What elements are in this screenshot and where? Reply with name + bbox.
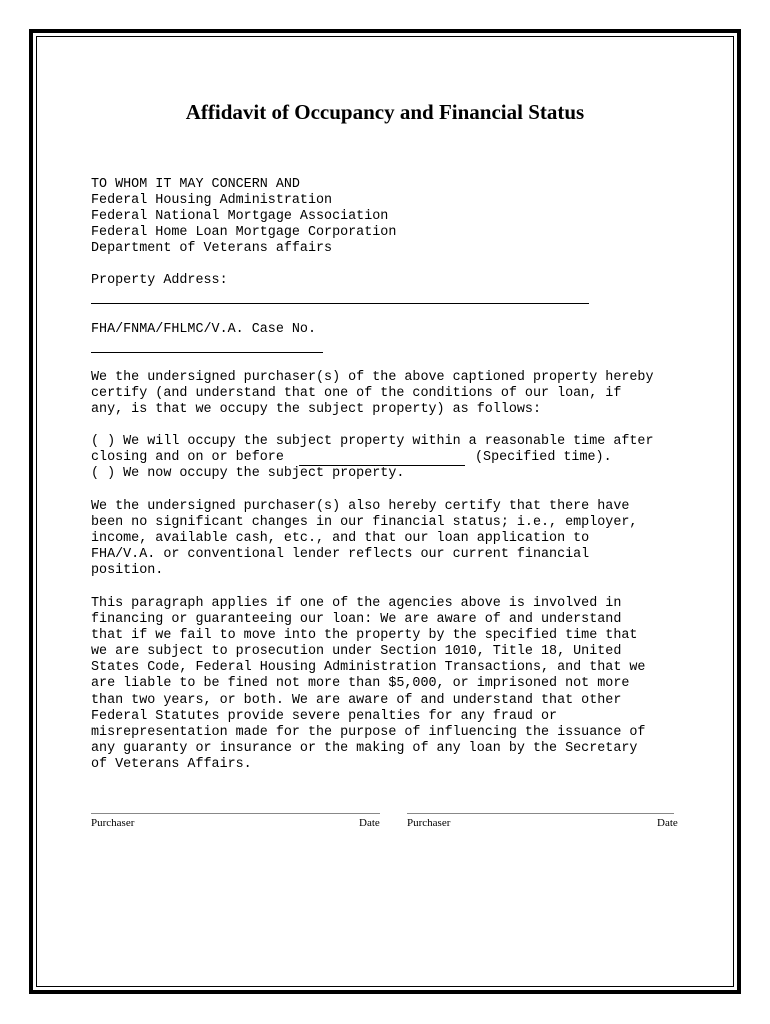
agencies-paragraph: This paragraph applies if one of the agencies above is involved in financing or guaranteeing our loan: We are aware of and understand that if we fail to move into the property by the specified time that we are subject to prosecution under Section 1010, Title 18, United States Code, Federal Housing Administration Transactions, and that we are liable to be fined not more than $5,000, or imprisoned not more than two years, or both. We are aware of and understand that other Federal Statutes provide severe penalties for any fraud or misrepresentation made for the purpose of influencing the issuance of any guaranty or insurance or the making of any loan by the Secretary of Veterans Affairs. <box>91 596 646 772</box>
property-address-label: Property Address: <box>91 273 228 288</box>
property-address-field[interactable] <box>91 303 589 304</box>
addressee-line: Federal Home Loan Mortgage Corporation <box>91 225 397 241</box>
financial-paragraph: We the undersigned purchaser(s) also hereby certify that there have been no significant changes in our financial status; i.e., employer, income, available cash, etc., and that our loan application to FHA/V.A. or conventional lender reflects our current financial position. <box>91 499 638 579</box>
document-title: Affidavit of Occupancy and Financial Status <box>185 100 585 124</box>
purchaser1-label: Purchaser <box>91 817 135 829</box>
option-now-occupy: ( ) We now occupy the subject property. <box>91 466 405 481</box>
date1-label: Date <box>359 817 380 829</box>
addressee-line: TO WHOM IT MAY CONCERN AND <box>91 177 300 192</box>
certify-paragraph: We the undersigned purchaser(s) of the above captioned property hereby certify (and understand that one of the conditions of our loan, if any, is that we occupy the subject property) as follows: <box>91 370 654 418</box>
option-will-occupy-line2-prefix: closing and on or before <box>91 450 284 465</box>
purchaser1-signature-line[interactable] <box>91 813 380 814</box>
case-number-label: FHA/FNMA/FHLMC/V.A. Case No. <box>91 322 316 337</box>
addressee-block <box>91 177 691 257</box>
addressee-line: Federal National Mortgage Association <box>91 209 389 225</box>
purchaser2-label: Purchaser <box>407 817 451 829</box>
option-will-occupy-line1: ( ) We will occupy the subject property within a reasonable time after <box>91 434 654 449</box>
addressee-line: Department of Veterans affairs <box>91 241 333 257</box>
case-number-field[interactable] <box>91 352 323 353</box>
date2-label: Date <box>657 817 678 829</box>
option-will-occupy-line2-suffix: (Specified time). <box>475 450 612 465</box>
addressee-line: Federal Housing Administration <box>91 193 333 209</box>
purchaser2-signature-line[interactable] <box>407 813 674 814</box>
